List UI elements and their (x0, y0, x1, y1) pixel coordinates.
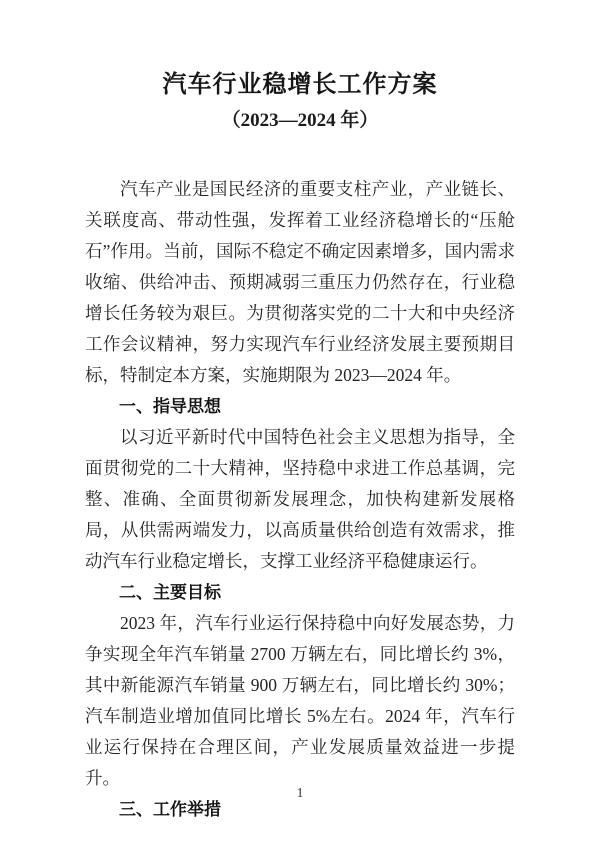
section-body-main-goals: 2023 年，汽车行业运行保持稳中向好发展态势，力争实现全年汽车销量 2700 万辆左右，同比增长约 3%，其中新能源汽车销量 900 万辆左右，同比增长约 30%；汽车制造业增加值同比增长 5%左右。2024 年，汽车行业运行保持在合理区间，产业发展质量效益进一步提升。 (85, 613, 515, 788)
section-heading-guiding-ideology: 一、指导思想 (119, 397, 221, 416)
section-body-guiding-ideology: 以习近平新时代中国特色社会主义思想为指导，全面贯彻党的二十大精神，坚持稳中求进工作总基调，完整、准确、全面贯彻新发展理念，加快构建新发展格局，从供需两端发力，以高质量供给创造有效需求，推动汽车行业稳定增长，支撑工业经济平稳健康运行。 (85, 427, 515, 571)
document-title: 汽车行业稳增长工作方案 (162, 72, 438, 98)
document-body (85, 174, 515, 825)
page-number: 1 (296, 786, 304, 801)
section-heading-main-goals: 二、主要目标 (119, 583, 221, 602)
document-subtitle: （2023—2024 年） (221, 110, 379, 131)
section-heading-work-measures: 三、工作举措 (119, 800, 221, 819)
intro-paragraph: 汽车产业是国民经济的重要支柱产业，产业链长、关联度高、带动性强，发挥着工业经济稳增长的“压舱石”作用。当前，国际不稳定不确定因素增多，国内需求收缩、供给冲击、预期减弱三重压力仍然存在，行业稳增长任务较为艰巨。为贯彻落实党的二十大和中央经济工作会议精神，努力实现汽车行业经济发展主要预期目标，特制定本方案，实施期限为 2023—2024 年。 (85, 179, 515, 385)
